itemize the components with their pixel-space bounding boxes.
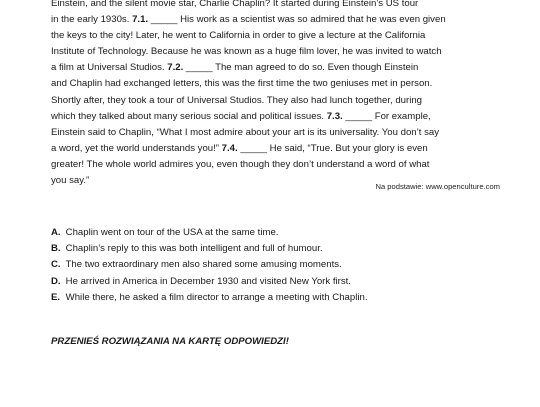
answer-option (51, 257, 511, 273)
answer-option (51, 290, 511, 306)
option-letter: C. (51, 259, 61, 271)
gap-number: 7.4. (221, 142, 238, 154)
passage-line (51, 125, 506, 141)
passage-line (51, 76, 506, 92)
answer-option (51, 225, 511, 241)
passage-text: a word, yet the world understands you!” (51, 142, 222, 154)
passage-line (51, 60, 506, 76)
option-text: The two extraordinary men also shared some amusing moments. (63, 259, 342, 271)
gap-number: 7.2. (167, 62, 184, 74)
answer-options (51, 225, 511, 306)
passage-text: Einstein said to Chaplin, “What I most admire about your art is its universality. You don’t say (51, 126, 440, 138)
option-letter: E. (51, 291, 61, 303)
transfer-instruction: PRZENIEŚ ROZWIĄZANIA NA KARTĘ ODPOWIEDZI! (51, 336, 289, 347)
passage-text: _____ His work as a scientist was so admired that he was even given (148, 14, 446, 26)
passage-line (51, 141, 506, 157)
passage-line (51, 12, 506, 28)
passage-line (51, 93, 506, 109)
passage-text: _____ The man agreed to do so. Even though Einstein (183, 62, 419, 74)
reading-passage (51, 0, 506, 189)
passage-line (51, 109, 506, 125)
passage-text: you say.” (51, 175, 90, 187)
passage-text: a film at Universal Studios. (51, 62, 168, 74)
passage-line (51, 44, 506, 60)
passage-text: which they talked about many serious social and political issues. (51, 110, 327, 122)
option-letter: B. (51, 243, 61, 255)
option-letter: A. (51, 227, 61, 238)
passage-text: Einstein, and the silent movie star, Charlie Chaplin? It started during Einstein’s US tour (51, 0, 419, 9)
option-letter: D. (51, 275, 61, 287)
source-note: Na podstawie: www.openculture.com (375, 182, 500, 191)
passage-text: _____ For example, (342, 110, 431, 122)
passage-text: greater! The whole world admires you, even though they don’t understand a word of what (51, 158, 430, 170)
passage-text: Institute of Technology. Because he was known as a huge film lover, he was invited to watch (51, 46, 442, 58)
gap-number: 7.3. (326, 110, 343, 122)
passage-text: in the early 1930s. (51, 14, 133, 26)
gap-number: 7.1. (132, 14, 149, 26)
option-text: While there, he asked a film director to arrange a meeting with Chaplin. (63, 291, 368, 303)
passage-line (51, 0, 506, 12)
option-text: Chaplin went on tour of the USA at the same time. (63, 227, 279, 238)
passage-text: _____ He said, “True. But your glory is even (237, 142, 428, 154)
passage-text: the keys to the city! Later, he went to California in order to give a lecture at the California (51, 30, 426, 42)
passage-text: and Chaplin had exchanged letters, this was the first time the two geniuses met in person. (51, 78, 433, 90)
answer-option (51, 274, 511, 290)
passage-line (51, 28, 506, 44)
option-text: Chaplin’s reply to this was both intelligent and full of humour. (63, 243, 323, 255)
passage-text: Shortly after, they took a tour of Universal Studios. They also had lunch together, during (51, 94, 422, 106)
option-text: He arrived in America in December 1930 and visited New York first. (63, 275, 351, 287)
passage-line (51, 157, 506, 173)
answer-option (51, 241, 511, 257)
